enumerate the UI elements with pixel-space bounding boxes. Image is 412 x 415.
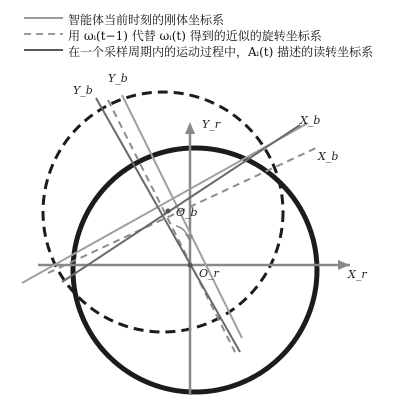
label-xr: X_r <box>348 268 367 281</box>
label-xb-dark: X_b <box>300 114 321 127</box>
label-ob: O_b <box>176 206 198 219</box>
label-or: O_r <box>199 267 219 280</box>
ob-origin-dot <box>166 209 171 214</box>
legend-text-rigid-frame: 智能体当前时刻的刚体坐标系 <box>68 13 225 27</box>
dashed-circle <box>43 92 283 332</box>
legend-text-approx-frame: 用 ωᵢ(t−1) 代替 ωᵢ(t) 得到的近似的旋转坐标系 <box>68 29 322 43</box>
or-origin-dot <box>188 263 193 268</box>
yb-dashed-axis <box>108 100 235 352</box>
label-yb-dark: Y_b <box>73 84 93 97</box>
label-yr: Y_r <box>202 118 221 131</box>
label-yb-light: Y_b <box>108 72 128 85</box>
yr-arrowhead <box>185 122 195 134</box>
legend-text-rotating-frame: 在一个采样周期内的运动过程中，Aᵢ(t) 描述的读转坐标系 <box>68 45 374 59</box>
solid-circle <box>73 148 317 392</box>
yb-dark-axis <box>96 98 240 352</box>
label-xb-light: X_b <box>318 150 339 163</box>
